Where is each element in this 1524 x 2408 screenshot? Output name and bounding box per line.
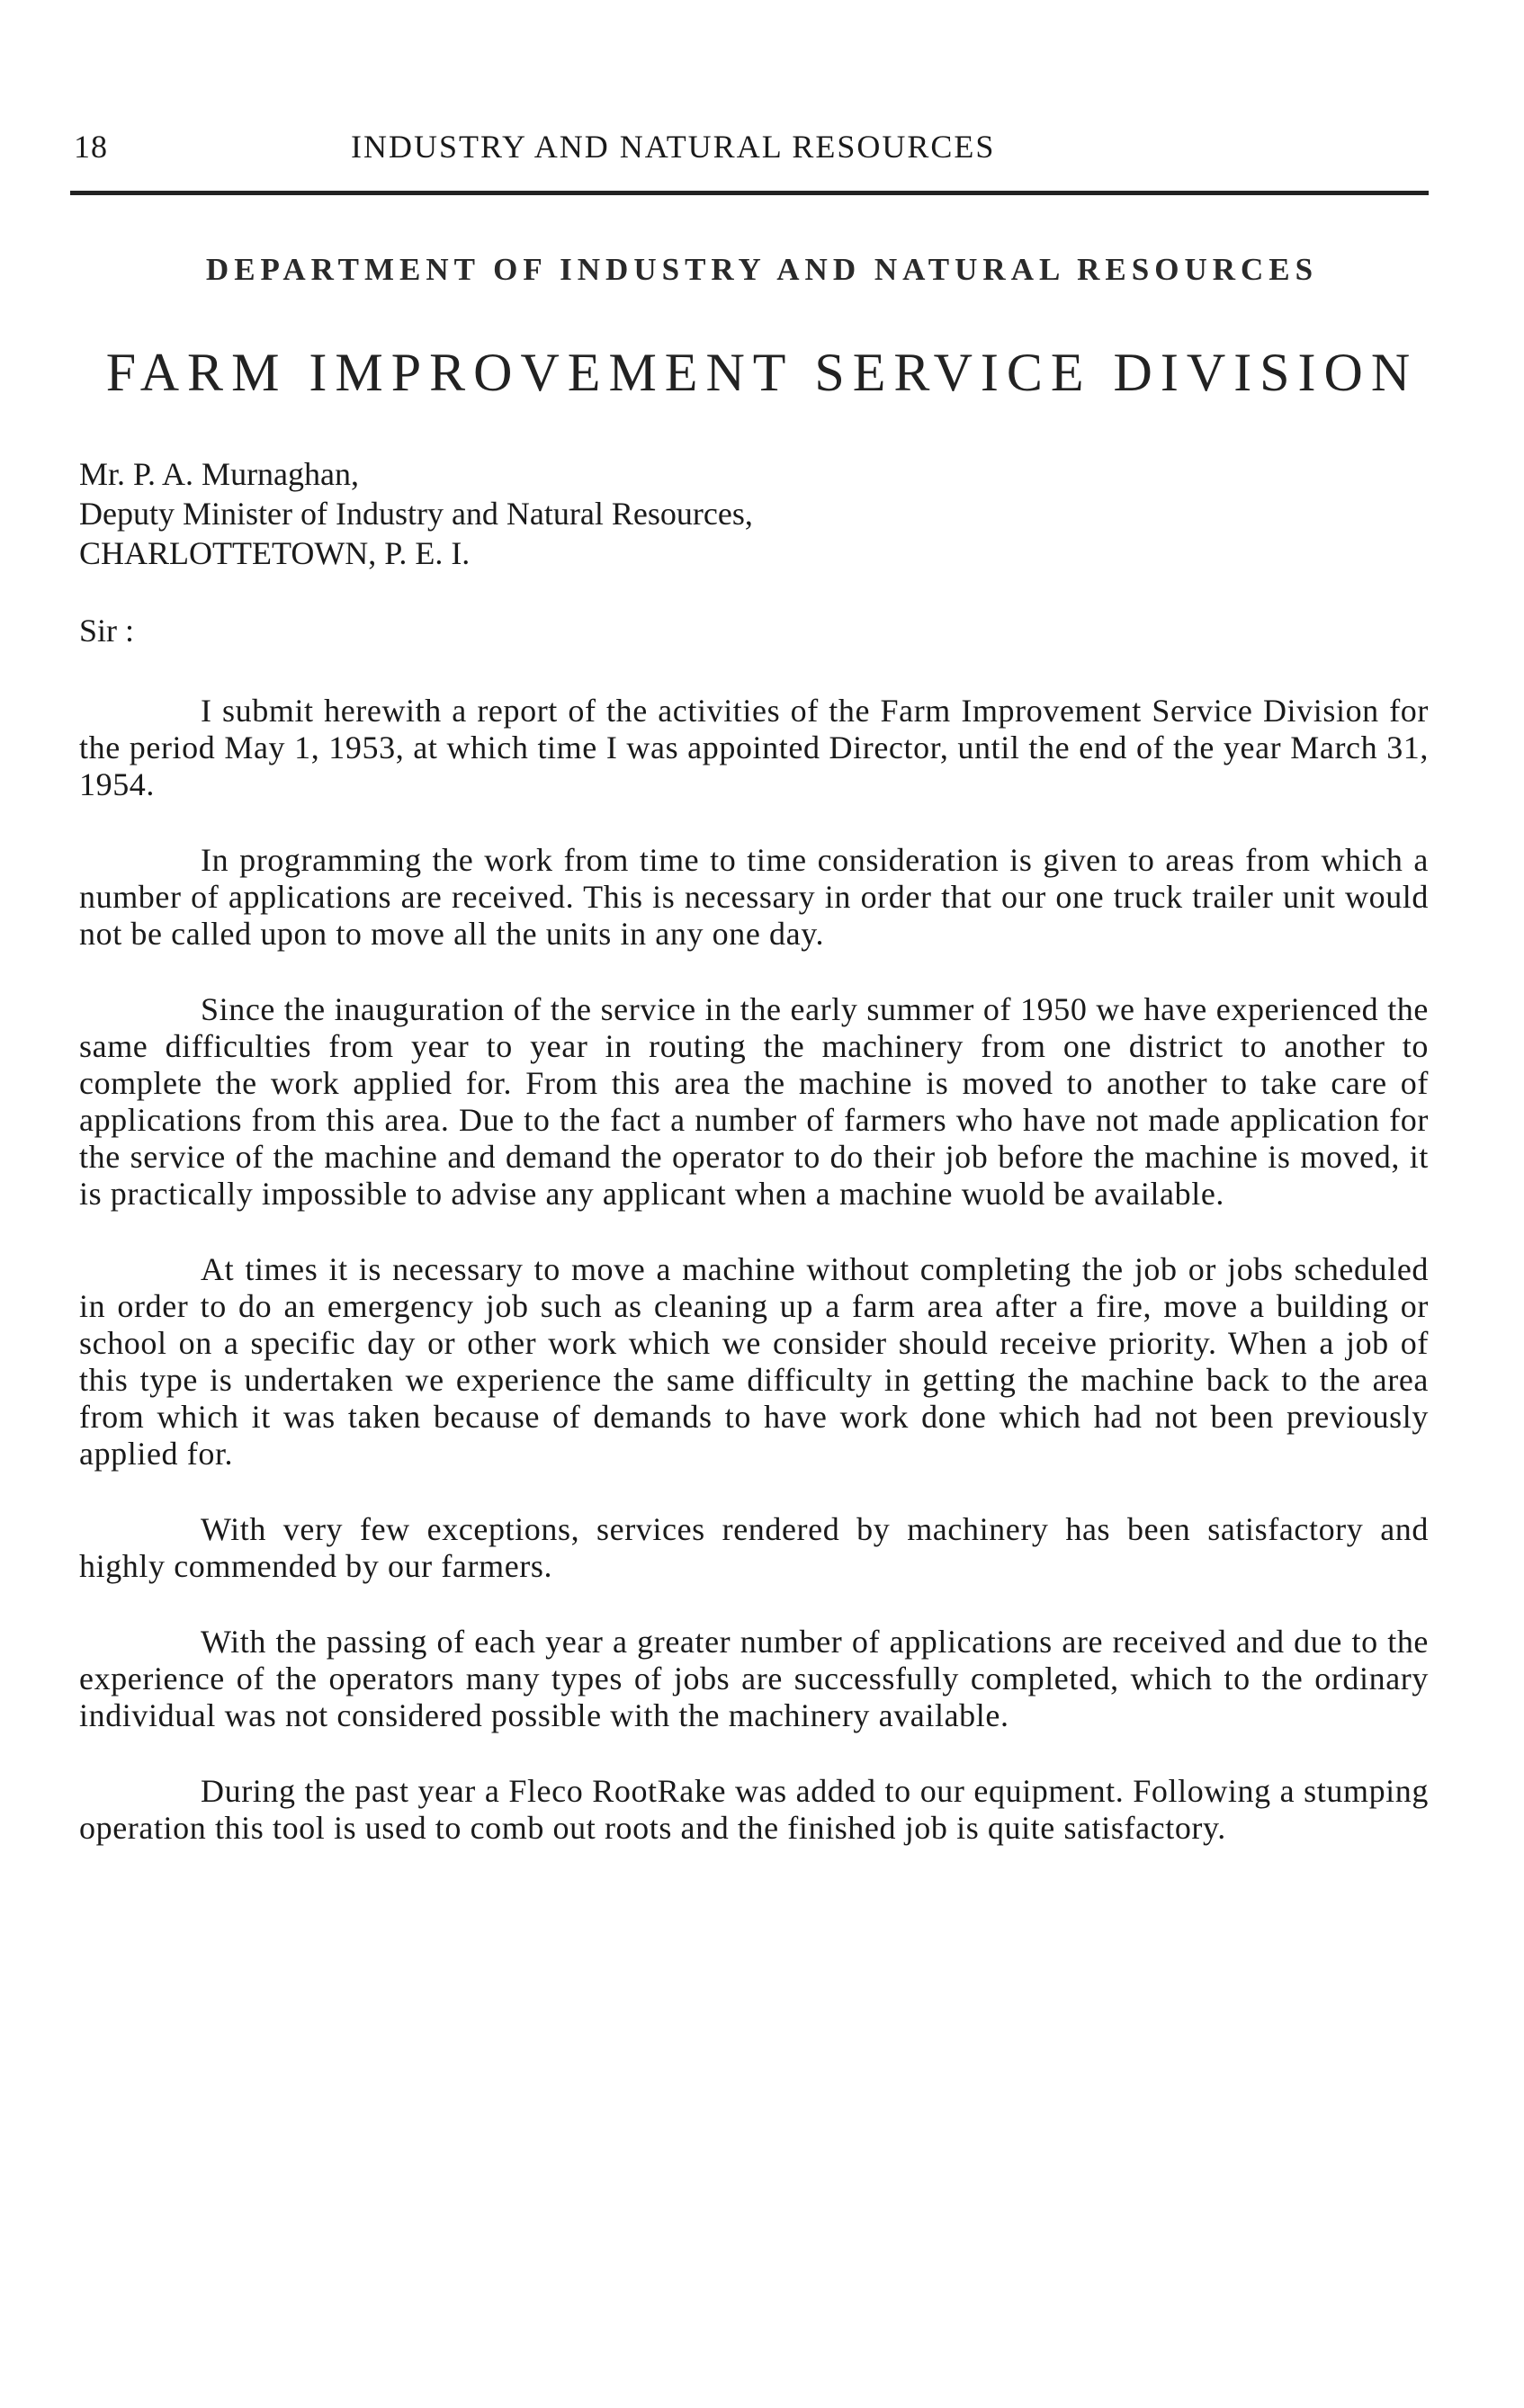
body-paragraph: Since the inauguration of the service in the early summer of 1950 we have experienced the same difficulties from year to year in routing the machinery from one district to another to complete the work applied for. From this area the machine is moved to another to take care of applications from this area. Due to the fact a number of farmers who have not made application for the service of the machine and demand the operator to do their job before the machine is moved, it is practically impossible to advise any applicant when a machine wuold be available. [79, 991, 1429, 1212]
body-paragraph: In programming the work from time to time consideration is given to areas from which a number of applications are received. This is necessary in order that our one truck trailer unit would not be called upon to move all the units in any one day. [79, 842, 1429, 952]
address-line-city: CHARLOTTETOWN, P. E. I. [79, 535, 471, 571]
body-paragraph: I submit herewith a report of the activities of the Farm Improvement Service Division for the period May 1, 1953, at which time I was appointed Director, until the end of the year March 31, 1954. [79, 693, 1429, 802]
body-paragraph: With very few exceptions, services rendered by machinery has been satisfactory and highly commended by our farmers. [79, 1511, 1429, 1584]
address-block [79, 454, 753, 573]
salutation: Sir : [79, 613, 135, 649]
department-heading: DEPARTMENT OF INDUSTRY AND NATURAL RESOURCES [205, 252, 1319, 287]
header-rule [70, 191, 1429, 195]
page-number: 18 [74, 129, 108, 165]
running-header [74, 128, 1423, 171]
address-line-name: Mr. P. A. Murnaghan, [79, 456, 360, 492]
running-title: INDUSTRY AND NATURAL RESOURCES [351, 129, 996, 165]
body-paragraph: During the past year a Fleco RootRake was added to our equipment. Following a stumping operation this tool is used to comb out roots and the finished job is quite satisfactory. [79, 1773, 1429, 1846]
address-line-title: Deputy Minister of Industry and Natural Resources, [79, 496, 753, 532]
division-title: FARM IMPROVEMENT SERVICE DIVISION [105, 343, 1419, 402]
body-paragraph: With the passing of each year a greater number of applications are received and due to the experience of the operators many types of jobs are successfully completed, which to the ordinary individual was not considered possible with the machinery available. [79, 1624, 1429, 1733]
report-body [79, 693, 1429, 1885]
body-paragraph: At times it is necessary to move a machine without completing the job or jobs scheduled in order to do an emergency job such as cleaning up a farm area after a fire, move a building or school on a specific day or other work which we consider should receive priority. When a job of this type is undertaken we experience the same difficulty in getting the machine back to the area from which it was taken because of demands to have work done which had not been previously applied for. [79, 1251, 1429, 1472]
